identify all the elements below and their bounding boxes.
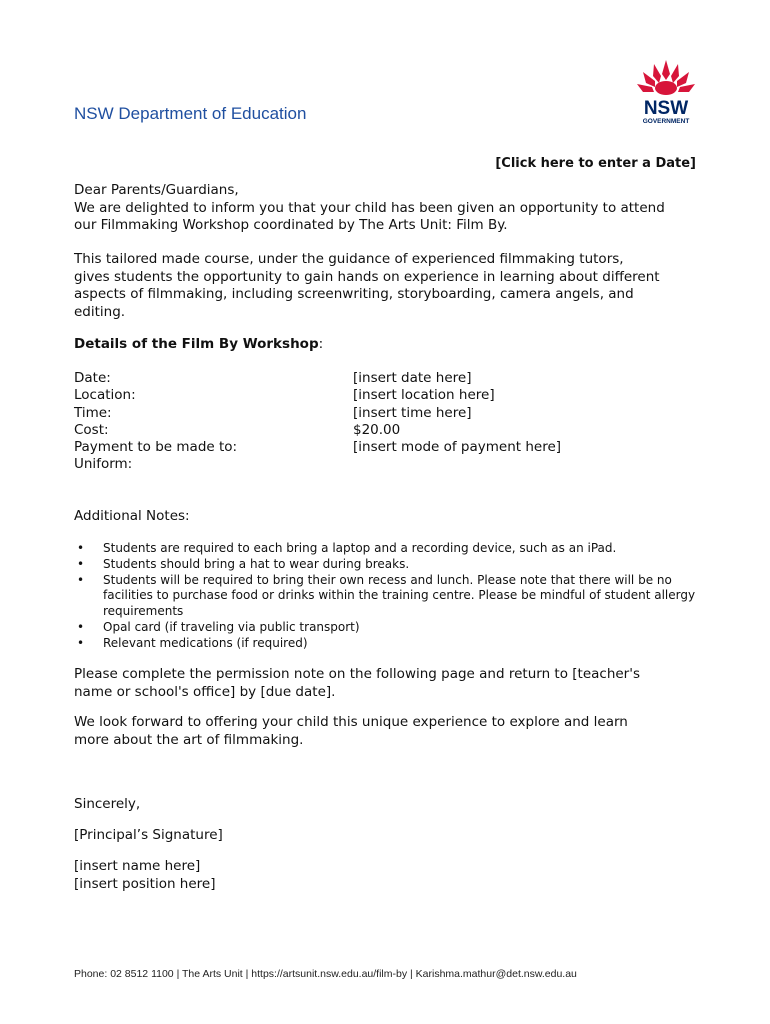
list-item: • Students should bring a hat to wear during breaks. bbox=[74, 557, 704, 573]
details-label: Cost: bbox=[74, 421, 109, 438]
signature-placeholder[interactable]: [Principal’s Signature] bbox=[74, 827, 223, 843]
permission-line-2: name or school's office] by [due date]. bbox=[74, 683, 336, 700]
course-line-1: This tailored made course, under the guidance of experienced filmmaking tutors, bbox=[74, 251, 624, 267]
course-line-3: aspects of filmmaking, including screenwriting, storyboarding, camera angels, and bbox=[74, 286, 634, 302]
department-name: NSW Department of Education bbox=[74, 104, 307, 123]
details-row bbox=[74, 370, 561, 387]
position-placeholder[interactable]: [insert position here] bbox=[74, 875, 216, 892]
additional-notes-list bbox=[74, 541, 704, 652]
details-table bbox=[74, 370, 561, 474]
logo-government-text: GOVERNMENT bbox=[642, 118, 690, 125]
list-item: • Students will be required to bring their own recess and lunch. Please note that there will be no facilities to purchase food or drinks within the training centre. Please be mindful of student allergy requirements bbox=[74, 573, 704, 620]
intro-line-1: We are delighted to inform you that your child has been given an opportunity to attend bbox=[74, 199, 665, 216]
additional-notes-title: Additional Notes: bbox=[74, 508, 190, 524]
details-label: Time: bbox=[74, 404, 112, 421]
details-title-colon: : bbox=[318, 336, 324, 352]
salutation: Dear Parents/Guardians, bbox=[74, 182, 239, 198]
waratah-icon bbox=[630, 56, 702, 128]
details-label: Uniform: bbox=[74, 456, 133, 473]
list-item: • Relevant medications (if required) bbox=[74, 636, 704, 652]
permission-paragraph bbox=[74, 666, 704, 701]
details-value[interactable]: [insert mode of payment here] bbox=[353, 439, 562, 456]
details-value[interactable]: [insert date here] bbox=[353, 370, 472, 386]
details-label: Payment to be made to: bbox=[74, 439, 238, 456]
details-row bbox=[74, 422, 561, 439]
course-paragraph bbox=[74, 251, 704, 321]
logo-nsw-text: NSW bbox=[643, 98, 689, 119]
course-line-4: editing. bbox=[74, 303, 126, 320]
closing-paragraph bbox=[74, 714, 704, 749]
closing-line-1: We look forward to offering your child this unique experience to explore and learn bbox=[74, 714, 628, 730]
details-row bbox=[74, 456, 561, 473]
date-placeholder[interactable]: [Click here to enter a Date] bbox=[495, 156, 696, 171]
course-line-2: gives students the opportunity to gain hands on experience in learning about different bbox=[74, 268, 660, 285]
details-label: Location: bbox=[74, 387, 136, 404]
details-title: Details of the Film By Workshop bbox=[74, 336, 319, 352]
details-label: Date: bbox=[74, 370, 111, 386]
details-value[interactable]: [insert time here] bbox=[353, 404, 472, 421]
footer-contact: Phone: 02 8512 1100 | The Arts Unit | https://artsunit.nsw.edu.au/film-by | Karishma.mathur@det.nsw.edu.au bbox=[74, 968, 577, 980]
closing-line-2: more about the art of filmmaking. bbox=[74, 731, 304, 748]
nsw-government-logo bbox=[630, 56, 702, 128]
details-row bbox=[74, 387, 561, 404]
details-row bbox=[74, 439, 561, 456]
details-value: $20.00 bbox=[353, 421, 401, 438]
list-item: • Opal card (if traveling via public transport) bbox=[74, 620, 704, 636]
name-placeholder[interactable]: [insert name here] bbox=[74, 858, 201, 874]
sincerely: Sincerely, bbox=[74, 796, 141, 812]
details-value[interactable]: [insert location here] bbox=[353, 387, 495, 404]
permission-line-1: Please complete the permission note on the following page and return to [teacher's bbox=[74, 666, 640, 682]
details-heading bbox=[74, 336, 704, 354]
details-row bbox=[74, 405, 561, 422]
intro-line-2: our Filmmaking Workshop coordinated by The Arts Unit: Film By. bbox=[74, 217, 508, 233]
list-item: • Students are required to each bring a laptop and a recording device, such as an iPad. bbox=[74, 541, 704, 557]
intro-paragraph bbox=[74, 182, 704, 235]
signoff-block bbox=[74, 858, 704, 893]
